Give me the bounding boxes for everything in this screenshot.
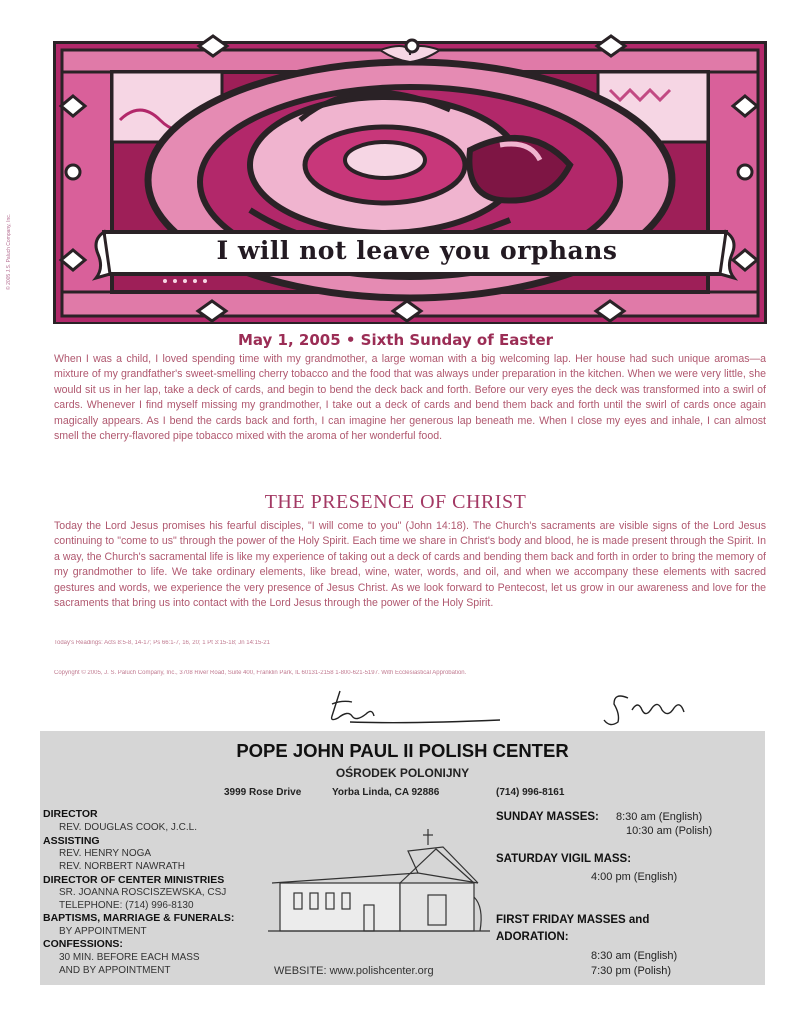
first-friday-time-1: 8:30 am (English) [591, 950, 678, 962]
signature-right [604, 696, 684, 725]
bulletin-date-line: May 1, 2005 • Sixth Sunday of Easter [237, 331, 554, 349]
banner-side-caption: © 2005 J.S. Paluch Company, Inc. [6, 213, 12, 290]
center-city: Yorba Linda, CA 92886 [332, 787, 440, 798]
confessions-label: CONFESSIONS: [43, 938, 123, 950]
center-street: 3999 Rose Drive [224, 787, 302, 798]
signatures [310, 686, 730, 730]
center-subtitle: OŚRODEK POLONIJNY [335, 766, 470, 780]
sunday-time-2: 10:30 am (Polish) [626, 825, 713, 837]
ministries-phone: TELEPHONE: (714) 996-8130 [59, 900, 194, 911]
first-friday-time-2: 7:30 pm (Polish) [591, 965, 672, 977]
confessions-value-2: AND BY APPOINTMENT [59, 965, 171, 976]
section-title: THE PRESENCE OF CHRIST [264, 491, 527, 513]
church-building-illustration [268, 827, 490, 937]
center-phone: (714) 996-8161 [496, 787, 565, 798]
bulletin-paragraph-2: Today the Lord Jesus promises his fearful disciples, "I will come to you" (John 14:18). The Church's sacraments are visible signs of the Lord Jesus continuing to "come to us" through the power of the Holy Spirit. Each time we share in Christ's body and blood, he is made present through the Spirit. In a way, the Church's sacramental life is like my experience of taking out a deck of cards and bending them back and forth in order to bring the memory of my grandmother to life. We take ordinary elements, like bread, wine, water, words, and oil, and when we accompany these elements with sacred gestures and words, we experience the very presence of Jesus Christ. As we look forward to Pentecost, let us grow in our awareness and love for the sacraments that bring us into contact with the Lord Jesus through the power of the Holy Spirit. [54, 520, 766, 610]
sunday-time-1: 8:30 am (English) [616, 811, 703, 823]
assisting-name-2: REV. NORBERT NAWRATH [59, 861, 185, 872]
first-friday-label-1: FIRST FRIDAY MASSES and [496, 914, 650, 926]
sunday-masses-label: SUNDAY MASSES: [496, 811, 599, 823]
polish-center-box [40, 731, 765, 985]
ministries-director: SR. JOANNA ROSCISZEWSKA, CSJ [59, 887, 227, 898]
banner-ribbon-text: I will not leave you orphans [216, 236, 618, 265]
ministries-label: DIRECTOR OF CENTER MINISTRIES [43, 874, 225, 886]
copyright-notice: Copyright © 2005, J. S. Paluch Company, Inc., 3708 River Road, Suite 400, Franklin Park, IL 60131-2158 1-800-621-5197. With Ecclesiastical Approbation. [54, 670, 467, 676]
confessions-value-1: 30 MIN. BEFORE EACH MASS [59, 952, 200, 963]
bulletin-paragraph-1: When I was a child, I loved spending time with my grandmother, a large woman with a big welcoming lap. Her house had such unique aromas—a mixture of my grandfather's sweet-smelling cherry tobacco and the food that was always under preparation in the kitchen. When we were very little, she would sit us in her lap, take a deck of cards, and begin to bend the deck back and forth. Before our very eyes the deck was transformed into a swirl of cards. Whenever I find myself missing my grandmother, I take out a deck of cards and bend them back and forth until the swirl of cards once again magically appears. As I bend the cards back and forth, I can imagine her generous lap beneath me. When I close my eyes and inhale, I can almost smell the cherry-flavored pipe tobacco mixed with the aroma of her wonderful food. [54, 353, 766, 443]
baptisms-value: BY APPOINTMENT [59, 926, 147, 937]
director-name: REV. DOUGLAS COOK, J.C.L. [59, 822, 198, 833]
assisting-label: ASSISTING [43, 835, 100, 847]
assisting-name-1: REV. HENRY NOGA [59, 848, 152, 859]
website-link[interactable]: WEBSITE: www.polishcenter.org [274, 965, 434, 977]
stained-glass-banner [0, 0, 791, 330]
signature-left [332, 691, 500, 723]
saturday-vigil-label: SATURDAY VIGIL MASS: [496, 853, 632, 865]
director-label: DIRECTOR [43, 808, 98, 820]
todays-readings: Today's Readings: Acts 8:5-8, 14-17; Ps 66:1-7, 16, 20; 1 Pt 3:15-18; Jn 14:15-21 [54, 640, 270, 646]
first-friday-label-2: ADORATION: [496, 931, 569, 943]
baptisms-label: BAPTISMS, MARRIAGE & FUNERALS: [43, 912, 235, 924]
saturday-vigil-time: 4:00 pm (English) [591, 871, 678, 883]
center-title: POPE JOHN PAUL II POLISH CENTER [236, 740, 569, 761]
